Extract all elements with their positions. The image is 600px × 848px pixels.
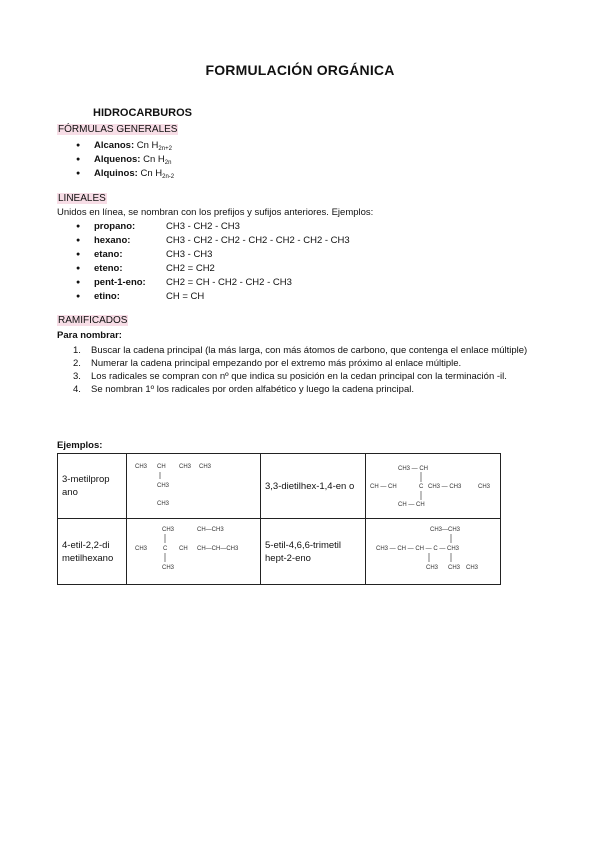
structure-cell bbox=[127, 454, 261, 519]
document-page: FORMULACIÓN ORGÁNICA HIDROCARBUROS FÓRMULAS GENERALES Alcanos: Cn $H_{2n+2}$ Alquenos: Cn $H_{2n}$ Alquinos: Cn $H_{2n-2}$ LINEALES Unidos en línea, se nombran con los prefijos y sufijos anteriores. Ejemplos: propano: CH3 - CH2 - CH3 hexano: CH3 - CH2 - CH2 - CH2 - CH2 - CH2 - CH3 etano: CH3 - CH3 eteno: CH2 = CH2 pent-1-eno: CH2 = CH - CH2 - CH2 - CH3 etino: CH = CH RAMIFICADOS Para nombrar: 1. Buscar la cadena principal (la más larga, con más átomos de carbono, que contenga el enlace múltiple) 2. Numerar la cadena principal empezando por el extremo más próximo al enlace múltiple. 3. Los radicales se compran con nº que indica su posición en la cedan principal con la terminación -il. 4. Se nombran 1º los radicales por orden alfabético y luego la cadena principal. Ejemplos: 3-metilprop ano CH3 CH CH3 CH3 CH3 CH3 3,3-dietilhex-1,4-en o CH3 — CH CH — CH C CH3 — CH3 CH3 CH — CH 4-etil-2,2-di metilhexano CH3 CH—CH3 CH3 C CH CH—CH—CH3 CH3 5-etil-4,6,6-trimetil hept-2-eno CH3—CH3 CH3 — CH — CH — C — CH3 CH3 CH3 CH3 bbox=[0, 0, 600, 848]
heading-formulas-generales: FÓRMULAS GENERALES bbox=[58, 124, 178, 135]
example-name: 4-etil-2,2-di metilhexano bbox=[58, 519, 127, 585]
sketch-label: CH3—CH3 bbox=[430, 527, 461, 533]
sketch-label: CH — CH bbox=[370, 484, 397, 490]
structure-sketch bbox=[127, 519, 260, 581]
structure-sketch bbox=[366, 519, 500, 581]
example-name: 3-metilprop ano bbox=[58, 454, 127, 519]
sketch-label: CH3 — CH — CH — C — CH3 bbox=[376, 546, 460, 552]
list-item: 2. Numerar la cadena principal empezando por el extremo más próximo al enlace múltiple. bbox=[73, 358, 462, 369]
structure-cell bbox=[366, 519, 501, 585]
example-name: 3,3-dietilhex-1,4-en o bbox=[261, 454, 366, 519]
structure-cell bbox=[366, 454, 501, 519]
list-item: 3. Los radicales se compran con nº que indica su posición en la cedan principal con la terminación -il. bbox=[73, 371, 507, 382]
sketch-label: CH3 bbox=[179, 464, 192, 470]
sketch-label: CH—CH3 bbox=[197, 527, 224, 533]
sketch-label: CH3 bbox=[448, 565, 461, 571]
table-row bbox=[58, 454, 501, 519]
heading-ramificados: RAMIFICADOS bbox=[58, 315, 128, 326]
structure-sketch bbox=[366, 454, 500, 515]
sketch-label: C bbox=[419, 484, 424, 490]
sketch-label: CH bbox=[179, 546, 188, 552]
sketch-label: CH bbox=[157, 464, 166, 470]
sketch-label: CH3 bbox=[466, 565, 479, 571]
sketch-label: CH3 bbox=[162, 565, 175, 571]
sketch-label: CH—CH—CH3 bbox=[197, 546, 239, 552]
sketch-label: CH — CH bbox=[398, 502, 425, 508]
list-item: 1. Buscar la cadena principal (la más larga, con más átomos de carbono, que contenga el enlace múltiple) bbox=[73, 345, 528, 356]
sketch-label: CH3 — CH3 bbox=[428, 484, 462, 490]
sketch-label: CH3 bbox=[199, 464, 212, 470]
sketch-label: C bbox=[163, 546, 168, 552]
section-heading: HIDROCARBUROS bbox=[93, 107, 192, 119]
steps-list bbox=[57, 344, 557, 396]
para-nombrar-label: Para nombrar: bbox=[57, 330, 122, 341]
sketch-label: CH3 bbox=[135, 464, 148, 470]
sketch-label: CH3 bbox=[162, 527, 175, 533]
sketch-label: CH3 bbox=[135, 546, 148, 552]
sketch-label: CH3 — CH bbox=[398, 466, 429, 472]
structure-cell bbox=[127, 519, 261, 585]
table-row bbox=[58, 519, 501, 585]
ejemplos-label: Ejemplos: bbox=[57, 440, 103, 451]
structure-sketch bbox=[127, 454, 260, 515]
page-title: FORMULACIÓN ORGÁNICA bbox=[205, 62, 395, 78]
sketch-label: CH3 bbox=[157, 483, 170, 489]
example-name: 5-etil-4,6,6-trimetil hept-2-eno bbox=[261, 519, 366, 585]
sketch-label: CH3 bbox=[478, 484, 491, 490]
sketch-label: CH3 bbox=[426, 565, 439, 571]
sketch-label: CH3 bbox=[157, 501, 170, 507]
list-item: 4. Se nombran 1º los radicales por orden alfabético y luego la cadena principal. bbox=[73, 384, 414, 395]
lineales-intro: Unidos en línea, se nombran con los prefijos y sufijos anteriores. Ejemplos: bbox=[57, 207, 374, 218]
heading-lineales: LINEALES bbox=[58, 193, 106, 204]
examples-table bbox=[57, 453, 501, 585]
